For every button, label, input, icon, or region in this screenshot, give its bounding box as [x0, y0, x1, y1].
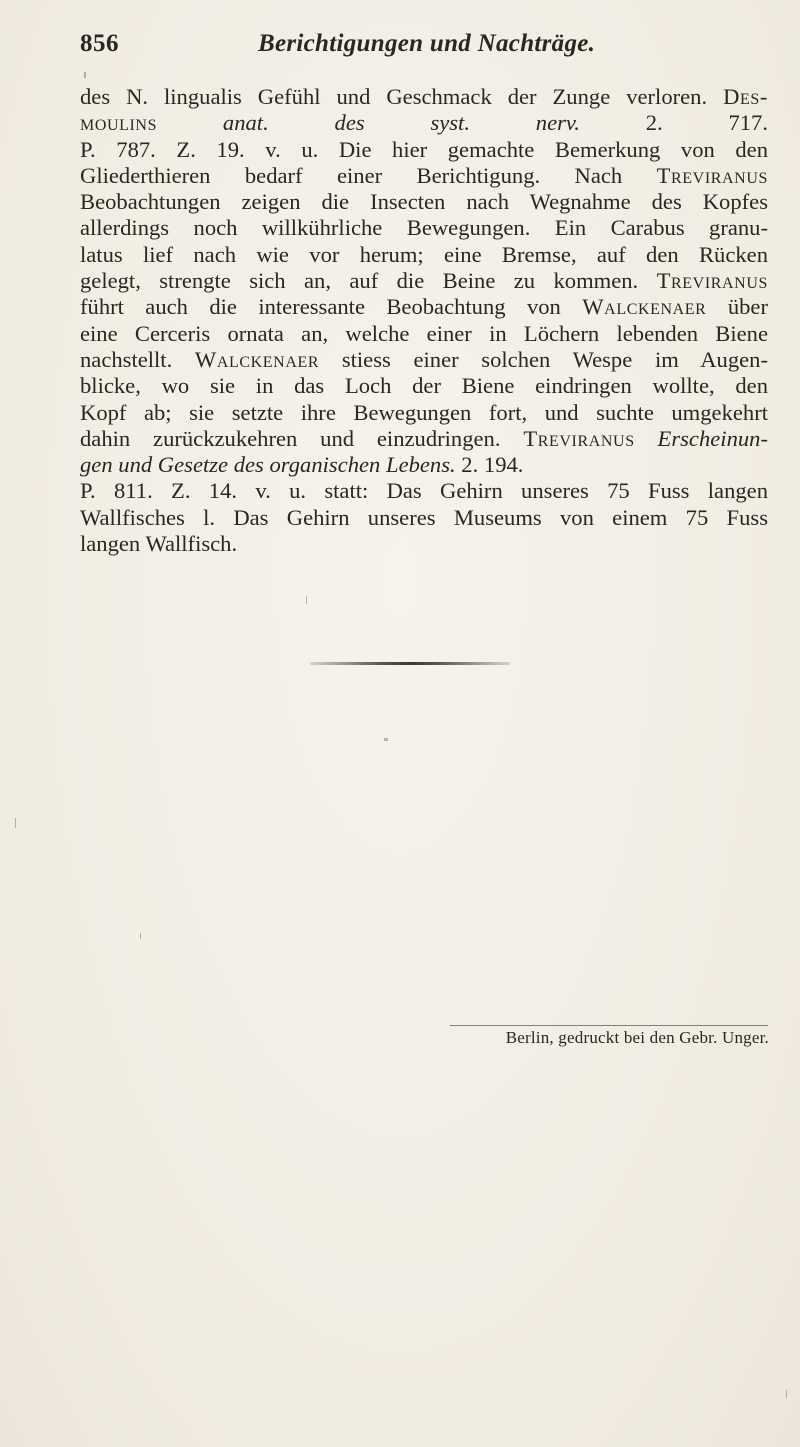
citation-title: anat. des syst. nerv. [157, 110, 580, 136]
text-line: eine Cerceris ornata an, welche einer in Löchern lebenden Biene [80, 320, 768, 346]
text-line: P. 811. Z. 14. v. u. statt: Das Gehirn unseres 75 Fuss langen [80, 478, 768, 504]
text-line: dahin zurückzukehren und einzudringen. Treviranus Erscheinun- [80, 425, 768, 451]
text-line: langen Wallfisch. [80, 531, 238, 557]
page-number: 856 [80, 30, 119, 57]
text-line: des N. lingualis Gefühl und Geschmack der Zunge verloren. Des- [80, 84, 768, 109]
author-name: Treviranus [656, 268, 768, 294]
paper-speck [384, 738, 388, 741]
printer-imprint: Berlin, gedruckt bei den Gebr. Unger. [505, 1028, 769, 1047]
author-name: Treviranus [656, 162, 768, 188]
author-name: moulins [80, 110, 158, 136]
author-name: Des- [723, 84, 768, 109]
text-line: gelegt, strengte sich an, auf die Beine zu kommen. Treviranus [80, 268, 768, 294]
paper-speck [84, 72, 86, 78]
text-line: führt auch die interessante Beobachtung von Walckenaer über [80, 294, 768, 320]
paper-speck [15, 818, 16, 828]
text-line: Beobachtungen zeigen die Insecten nach Wegnahme des Kopfes [80, 189, 768, 215]
page-header [80, 30, 770, 64]
text-line: latus lief nach wie vor herum; eine Bremse, auf den Rücken [80, 241, 768, 267]
text-line: Wallfisches l. Das Gehirn unseres Museums von einem 75 Fuss [80, 504, 768, 530]
citation-title: Erscheinun- [634, 425, 768, 451]
text-line: nachstellt. Walckenaer stiess einer solchen Wespe im Augen- [80, 346, 768, 372]
citation-title: gen und Gesetze des organischen Lebens. [80, 452, 456, 478]
text-line: Kopf ab; sie setzte ihre Bewegungen fort, und suchte umgekehrt [80, 399, 768, 425]
section-divider [310, 662, 510, 665]
text-line: P. 787. Z. 19. v. u. Die hier gemachte Bemerkung von den [80, 136, 768, 162]
paper-speck [140, 933, 141, 939]
text-line: blicke, wo sie in das Loch der Biene eindringen wollte, den [80, 373, 768, 399]
body-text [80, 84, 768, 557]
imprint-rule [450, 1025, 768, 1026]
text-line: allerdings noch willkührliche Bewegungen. Ein Carabus granu- [80, 215, 768, 241]
author-name: Walckenaer [194, 346, 320, 372]
text-line: moulins anat. des syst. nerv. 2. 717. [80, 110, 768, 136]
text-line: gen und Gesetze des organischen Lebens. 2. 194. [80, 452, 524, 478]
author-name: Walckenaer [582, 294, 707, 320]
running-head: Berichtigungen und Nachträge. [258, 30, 596, 57]
paper-speck [786, 1390, 787, 1398]
paper-speck [306, 596, 307, 604]
author-name: Treviranus [523, 425, 635, 451]
text-line: Gliederthieren bedarf einer Berichtigung. Nach Treviranus [80, 162, 768, 188]
